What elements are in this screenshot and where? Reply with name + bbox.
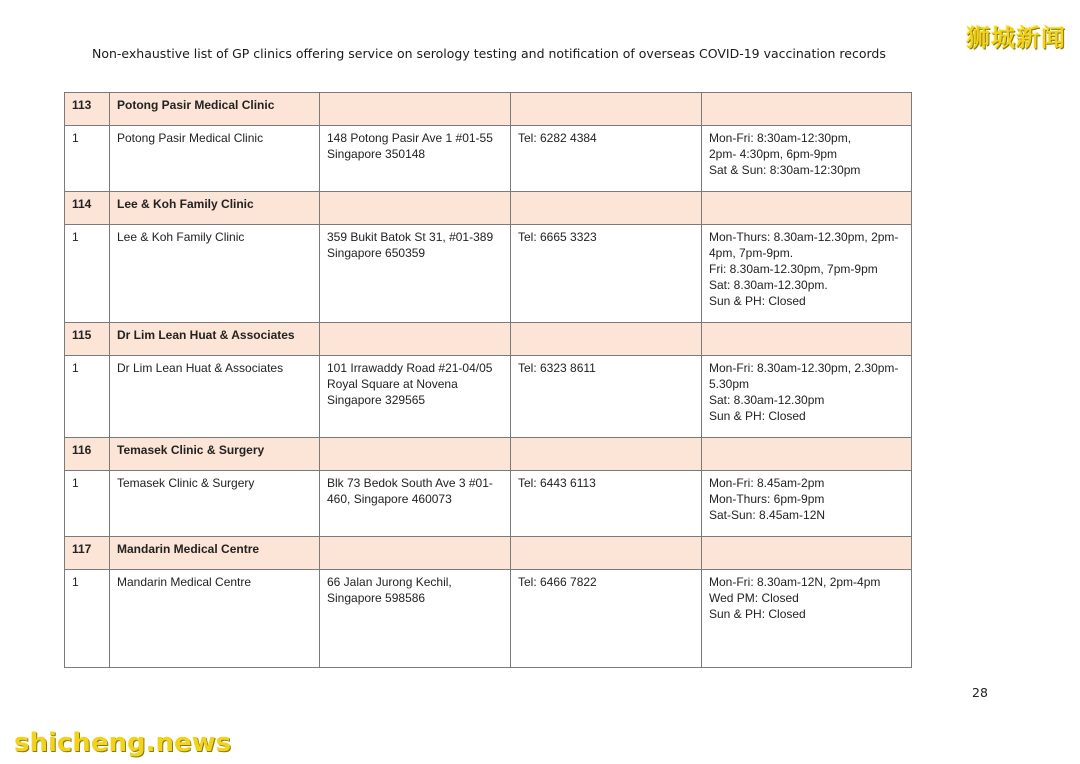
hours-line: Sat-Sun: 8.45am-12N: [709, 508, 826, 522]
group-empty-cell: [320, 192, 511, 225]
page-number: 28: [972, 685, 988, 700]
hours-line: Sat: 8.30am-12.30pm: [709, 393, 825, 407]
address-line: Royal Square at Novena: [327, 377, 458, 391]
clinic-name: Potong Pasir Medical Clinic: [110, 126, 320, 192]
clinic-address: [320, 356, 511, 438]
group-empty-cell: [320, 93, 511, 126]
clinic-row: [65, 570, 912, 668]
address-line: Singapore 329565: [327, 393, 426, 407]
clinic-address: [320, 225, 511, 323]
hours-line: Sun & PH: Closed: [709, 409, 806, 423]
clinic-telephone: Tel: 6282 4384: [511, 126, 702, 192]
hours-line: 5.30pm: [709, 377, 750, 391]
clinic-hours: [702, 126, 912, 192]
group-empty-cell: [702, 93, 912, 126]
group-empty-cell: [702, 192, 912, 225]
group-empty-cell: [511, 192, 702, 225]
hours-line: Mon-Thurs: 6pm-9pm: [709, 492, 825, 506]
address-line: Singapore 598586: [327, 591, 426, 605]
group-header-row: [65, 93, 912, 126]
clinic-hours: [702, 471, 912, 537]
hours-line: Sun & PH: Closed: [709, 294, 806, 308]
hours-line: Mon-Fri: 8.30am-12.30pm, 2.30pm-: [709, 361, 899, 375]
group-empty-cell: [702, 323, 912, 356]
hours-line: Mon-Fri: 8:30am-12:30pm,: [709, 131, 852, 145]
clinic-telephone: Tel: 6443 6113: [511, 471, 702, 537]
clinic-table: [64, 92, 912, 668]
group-number: 117: [65, 537, 110, 570]
hours-line: Mon-Fri: 8.45am-2pm: [709, 476, 825, 490]
hours-line: 4pm, 7pm-9pm.: [709, 246, 794, 260]
document-title: Non-exhaustive list of GP clinics offering service on serology testing and notification of overseas COVID-19 vaccination records: [92, 46, 886, 61]
group-number: 115: [65, 323, 110, 356]
clinic-telephone: Tel: 6323 8611: [511, 356, 702, 438]
watermark-english: shicheng.news: [14, 728, 232, 758]
hours-line: Sun & PH: Closed: [709, 607, 806, 621]
group-number: 113: [65, 93, 110, 126]
group-empty-cell: [511, 323, 702, 356]
clinic-hours: [702, 225, 912, 323]
group-empty-cell: [320, 537, 511, 570]
hours-line: Sat: 8.30am-12.30pm.: [709, 278, 828, 292]
group-header-row: [65, 192, 912, 225]
group-name: Potong Pasir Medical Clinic: [110, 93, 320, 126]
hours-line: Mon-Fri: 8.30am-12N, 2pm-4pm: [709, 575, 881, 589]
group-number: 116: [65, 438, 110, 471]
group-name: Dr Lim Lean Huat & Associates: [110, 323, 320, 356]
clinic-row: [65, 126, 912, 192]
address-line: Singapore 650359: [327, 246, 426, 260]
address-line: Singapore 350148: [327, 147, 426, 161]
clinic-index: 1: [65, 356, 110, 438]
clinic-address: [320, 471, 511, 537]
group-empty-cell: [511, 537, 702, 570]
address-line: 101 Irrawaddy Road #21-04/05: [327, 361, 493, 375]
hours-line: Wed PM: Closed: [709, 591, 799, 605]
watermark-chinese: 狮城新闻: [966, 24, 1066, 52]
clinic-name: Lee & Koh Family Clinic: [110, 225, 320, 323]
clinic-index: 1: [65, 225, 110, 323]
group-header-row: [65, 537, 912, 570]
clinic-hours: [702, 570, 912, 668]
clinic-row: [65, 471, 912, 537]
group-name: Mandarin Medical Centre: [110, 537, 320, 570]
group-empty-cell: [702, 438, 912, 471]
hours-line: Sat & Sun: 8:30am-12:30pm: [709, 163, 861, 177]
group-empty-cell: [320, 323, 511, 356]
clinic-row: [65, 356, 912, 438]
group-empty-cell: [511, 438, 702, 471]
hours-line: Mon-Thurs: 8.30am-12.30pm, 2pm-: [709, 230, 899, 244]
address-line: 148 Potong Pasir Ave 1 #01-55: [327, 131, 493, 145]
clinic-name: Dr Lim Lean Huat & Associates: [110, 356, 320, 438]
group-number: 114: [65, 192, 110, 225]
address-line: 460, Singapore 460073: [327, 492, 452, 506]
group-header-row: [65, 323, 912, 356]
clinic-address: [320, 570, 511, 668]
group-name: Lee & Koh Family Clinic: [110, 192, 320, 225]
hours-line: Fri: 8.30am-12.30pm, 7pm-9pm: [709, 262, 878, 276]
group-empty-cell: [511, 93, 702, 126]
clinic-name: Temasek Clinic & Surgery: [110, 471, 320, 537]
group-empty-cell: [702, 537, 912, 570]
clinic-address: [320, 126, 511, 192]
group-header-row: [65, 438, 912, 471]
clinic-row: [65, 225, 912, 323]
clinic-index: 1: [65, 126, 110, 192]
address-line: Blk 73 Bedok South Ave 3 #01-: [327, 476, 493, 490]
clinic-index: 1: [65, 570, 110, 668]
clinic-name: Mandarin Medical Centre: [110, 570, 320, 668]
hours-line: 2pm- 4:30pm, 6pm-9pm: [709, 147, 838, 161]
address-line: 359 Bukit Batok St 31, #01-389: [327, 230, 494, 244]
clinic-telephone: Tel: 6665 3323: [511, 225, 702, 323]
group-name: Temasek Clinic & Surgery: [110, 438, 320, 471]
clinic-hours: [702, 356, 912, 438]
group-empty-cell: [320, 438, 511, 471]
clinic-index: 1: [65, 471, 110, 537]
address-line: 66 Jalan Jurong Kechil,: [327, 575, 452, 589]
clinic-telephone: Tel: 6466 7822: [511, 570, 702, 668]
